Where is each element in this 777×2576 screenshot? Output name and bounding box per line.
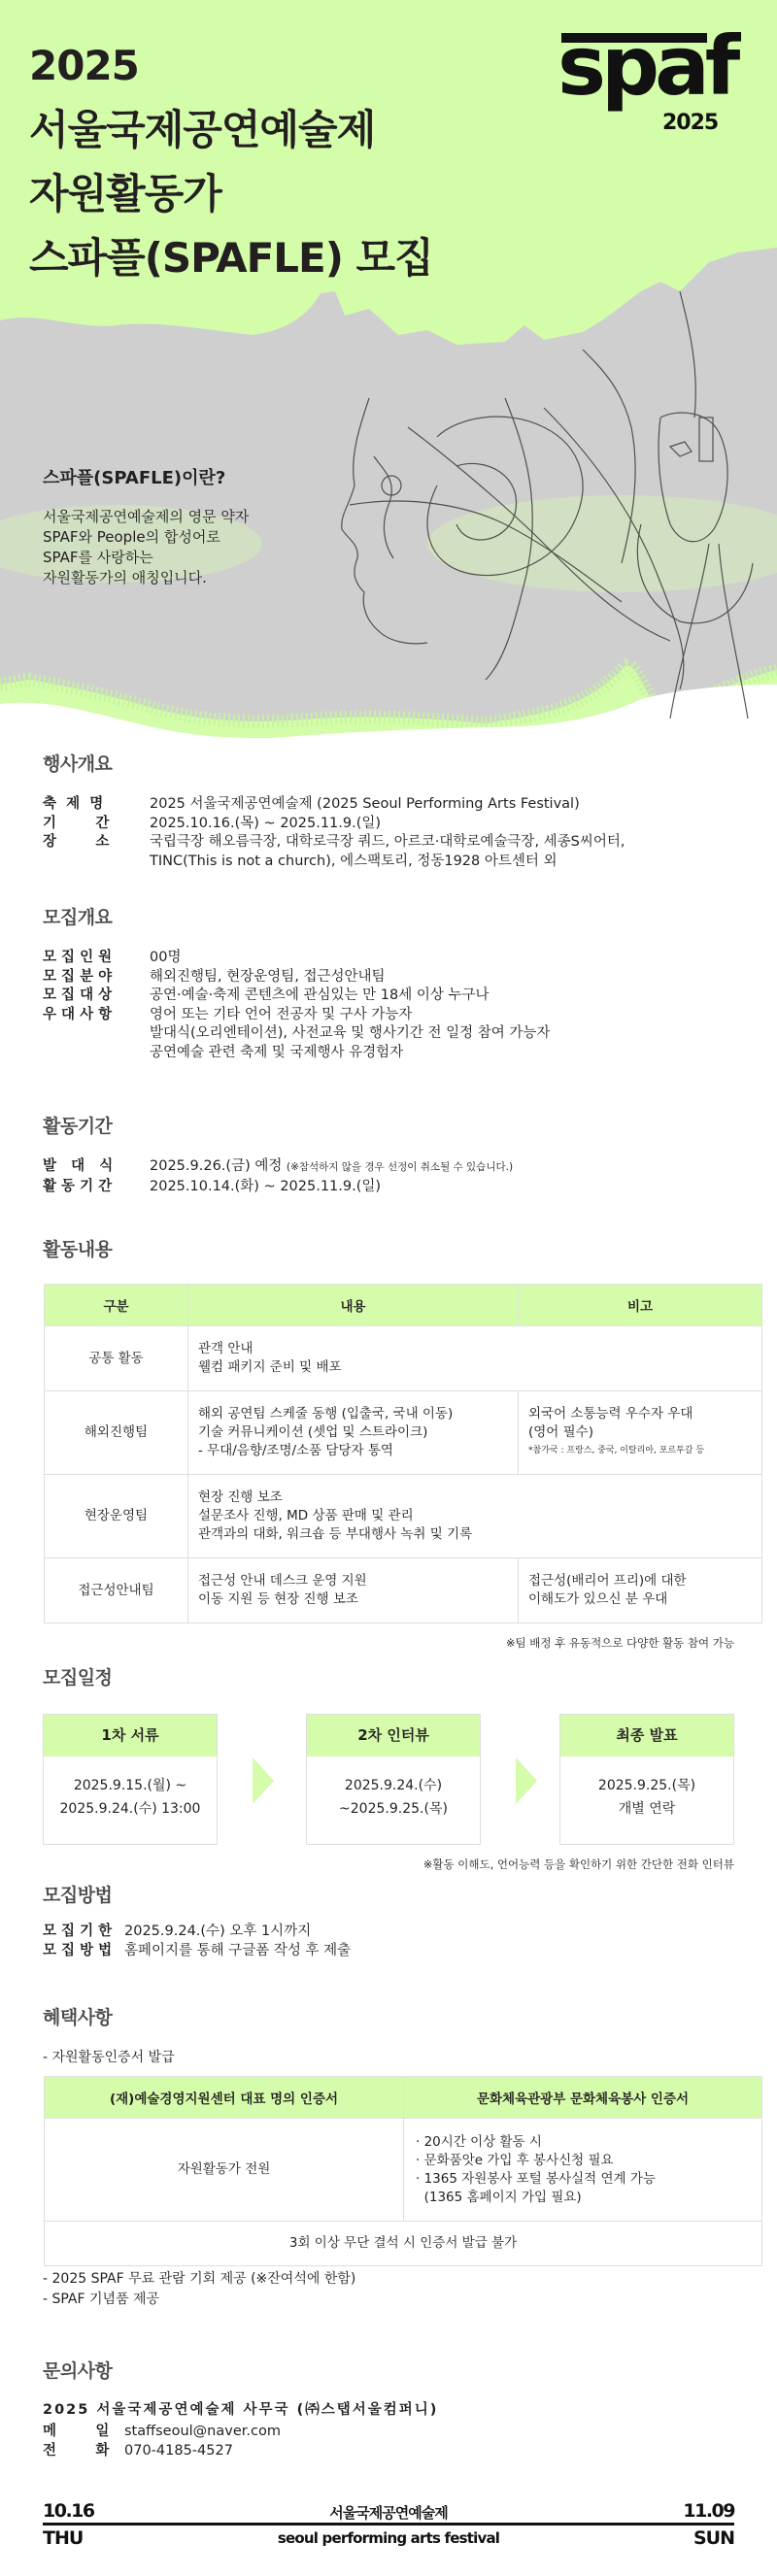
step-interview xyxy=(306,1714,481,1845)
kv-row xyxy=(43,1942,351,1961)
kv-label: 축 제 명 xyxy=(43,796,104,812)
step-title: 2차 인터뷰 xyxy=(307,1715,480,1756)
orientation-date: 2025.9.26.(금) 예정 xyxy=(150,1158,283,1174)
activity-footnote: ※팀 배정 후 유동적으로 다양한 활동 참여 가능 xyxy=(505,1636,734,1650)
kv-label: 모 집 인 원 xyxy=(43,950,113,965)
step-line: 2025.9.25.(목) xyxy=(597,1778,696,1793)
remark-line: 접근성(배리어 프리)에 대한 xyxy=(528,1573,687,1589)
kv-label xyxy=(43,1044,150,1063)
cert-label: - 자원활동인증서 발급 xyxy=(43,2050,175,2065)
header-remark: 비고 xyxy=(519,1285,762,1326)
phone-link[interactable]: 070-4185-4527 xyxy=(124,2442,233,2459)
step-line: 개별 연락 xyxy=(618,1801,676,1817)
kv-row xyxy=(43,987,550,1006)
row-category: 현장운영팀 xyxy=(45,1475,188,1558)
kv-label xyxy=(43,853,150,872)
about-spafle xyxy=(43,464,249,588)
section-title: 행사개요 xyxy=(43,753,113,775)
row-category: 공통 활동 xyxy=(45,1326,188,1391)
kv-label: 모 집 대 상 xyxy=(43,987,113,1003)
section-title: 모집일정 xyxy=(43,1667,113,1689)
schedule-footnote: ※활동 이해도, 언어능력 등을 확인하기 위한 간단한 전화 인터뷰 xyxy=(422,1857,734,1871)
kv-label: 모 집 분 야 xyxy=(43,968,113,985)
kv-label: 메 일 xyxy=(43,2424,110,2439)
about-body xyxy=(43,507,249,588)
table-row xyxy=(45,2222,762,2266)
benefit-extras xyxy=(43,2269,355,2310)
step-title: 최종 발표 xyxy=(560,1715,733,1756)
about-line: 서울국제공연예술제의 영문 약자 xyxy=(43,508,250,525)
activity-content-section xyxy=(43,1235,112,1261)
step-body xyxy=(307,1756,480,1821)
kv-value: 국립극장 해오름극장, 대학로극장 쿼드, 아르코·대학로예술극장, 세종S씨어터, xyxy=(150,834,625,850)
row-content xyxy=(188,1391,519,1475)
benefit-item: - SPAF 기념품 제공 xyxy=(43,2292,160,2307)
footer-name-ko: 서울국제공연예술제 xyxy=(329,2504,448,2522)
kv-value: 영어 또는 기타 언어 전공자 및 구사 가능자 xyxy=(150,1006,413,1022)
kv-label: 전 화 xyxy=(43,2442,110,2459)
header-content: 내용 xyxy=(188,1285,519,1326)
contact-section xyxy=(43,2357,438,2460)
content-line: 현장 진행 보조 xyxy=(198,1489,283,1505)
kv-value: 2025.10.14.(화) ~ 2025.11.9.(일) xyxy=(150,1178,382,1194)
step-line: 2025.9.24.(수) xyxy=(344,1778,443,1793)
remark-line: 이해도가 있으신 분 우대 xyxy=(528,1591,668,1607)
schedule-section xyxy=(43,1663,112,1689)
cert-condition: · 1365 자원봉사 포털 봉사실적 연계 가능 xyxy=(416,2170,656,2187)
row-remark xyxy=(519,1558,762,1623)
footer-name-en: seoul performing arts festival xyxy=(277,2529,500,2547)
benefit-item: - 2025 SPAF 무료 관람 기회 제공 (※잔여석에 한함) xyxy=(43,2271,356,2287)
kv-row xyxy=(43,1923,351,1942)
event-overview-section xyxy=(43,750,625,871)
kv-label: 장 소 xyxy=(43,834,110,850)
kv-label: 모 집 방 법 xyxy=(43,1942,113,1958)
kv-value: TINC(This is not a church), 에스팩토리, 정동1928 아트센터 외 xyxy=(150,853,557,869)
section-title: 모집개요 xyxy=(43,907,113,928)
kv-value: 2025.10.16.(목) ~ 2025.11.9.(일) xyxy=(150,815,382,831)
footer-end-day: SUN xyxy=(693,2527,734,2549)
step-final-announcement xyxy=(559,1714,734,1845)
table-header-row xyxy=(45,1285,762,1326)
kv-value: 해외진행팀, 현장운영팀, 접근성안내팀 xyxy=(150,968,386,985)
step-title: 1차 서류 xyxy=(44,1715,217,1756)
title-line-volunteer: 자원활동가 xyxy=(29,170,221,217)
kv-value: 공연·예술·축제 콘텐츠에 관심있는 만 18세 이상 누구나 xyxy=(150,987,490,1003)
hero-banner xyxy=(0,0,777,738)
cert-restriction: 3회 이상 무단 결석 시 인증서 발급 불가 xyxy=(45,2222,762,2266)
agency-cert-cell: 자원활동가 전원 xyxy=(45,2119,404,2222)
activity-table xyxy=(44,1284,762,1623)
kv-row xyxy=(43,1157,513,1178)
about-line: 자원활동가의 애칭입니다. xyxy=(43,569,207,586)
content-line: 웰컴 패키지 준비 및 배포 xyxy=(198,1359,342,1375)
logo-wordmark: spaf xyxy=(557,18,736,114)
section-title: 활동기간 xyxy=(43,1116,113,1137)
footer-start-day: THU xyxy=(43,2527,84,2549)
row-content xyxy=(188,1475,762,1558)
contact-org: 2025 서울국제공연예술제 사무국 (㈜스탭서울컴퍼니) xyxy=(43,2402,439,2418)
table-row xyxy=(45,1475,762,1558)
section-title: 혜택사항 xyxy=(43,2007,113,2028)
kv-value: 홈페이지를 통해 구글폼 작성 후 제출 xyxy=(124,1942,352,1958)
logo-year: 2025 xyxy=(662,111,719,135)
kv-row xyxy=(43,968,550,987)
kv-row xyxy=(43,1006,550,1025)
cert-condition: · 문화품앗e 가입 후 봉사신청 필요 xyxy=(416,2152,614,2168)
kv-row xyxy=(43,853,625,872)
kv-row xyxy=(43,795,625,815)
table-row xyxy=(45,1391,762,1475)
content-line: - 무대/음향/조명/소품 담당자 통역 xyxy=(198,1443,393,1458)
header-agency-cert: (재)예술경영지원센터 대표 명의 인증서 xyxy=(45,2077,404,2119)
title-line-festival: 서울국제공연예술제 xyxy=(29,106,376,153)
step-document-review xyxy=(43,1714,218,1845)
kv-row xyxy=(43,1044,550,1063)
about-line: SPAF를 사랑하는 xyxy=(43,549,153,566)
spaf-logo xyxy=(557,18,746,140)
footer-banner xyxy=(43,2500,734,2557)
section-title: 모집방법 xyxy=(43,1885,113,1906)
about-title: 스파플(SPAFLE)이란? xyxy=(43,468,226,488)
table-row xyxy=(45,1558,762,1623)
row-remark xyxy=(519,1391,762,1475)
kv-row xyxy=(43,2423,438,2442)
table-row xyxy=(45,2119,762,2222)
row-category: 해외진행팀 xyxy=(45,1391,188,1475)
participating-countries-note: *참가국 : 프랑스, 중국, 이탈리아, 포르투갈 등 xyxy=(528,1446,705,1455)
method-section xyxy=(43,1881,351,1960)
kv-row xyxy=(43,949,550,968)
content-line: 관객과의 대화, 워크숍 등 부대행사 녹취 및 기록 xyxy=(198,1526,473,1542)
title-line-recruit: 스파플(SPAFLE) 모집 xyxy=(29,234,433,282)
kv-row xyxy=(43,1024,550,1044)
content-line: 관객 안내 xyxy=(198,1341,253,1356)
kv-label xyxy=(43,1024,150,1044)
schedule-steps xyxy=(43,1714,734,1845)
row-category: 접근성안내팀 xyxy=(45,1558,188,1623)
kv-row xyxy=(43,815,625,834)
step-line: ~2025.9.25.(목) xyxy=(339,1801,448,1817)
footer-start-date: 10.16 xyxy=(43,2500,94,2522)
kv-value: 2025 서울국제공연예술제 (2025 Seoul Performing Arts Festival) xyxy=(150,796,580,812)
footer-end-date: 11.09 xyxy=(683,2500,734,2522)
kv-value: 공연예술 관련 축제 및 국제행사 유경험자 xyxy=(150,1044,404,1060)
section-title: 문의사항 xyxy=(43,2360,113,2382)
kv-value: 00명 xyxy=(150,950,182,965)
content-line: 접근성 안내 데스크 운영 지원 xyxy=(198,1573,367,1589)
section-title: 활동내용 xyxy=(43,1239,113,1260)
step-body xyxy=(44,1756,217,1821)
ministry-cert-cell xyxy=(404,2119,762,2222)
header-category: 구분 xyxy=(45,1285,188,1326)
title-line-year: 2025 xyxy=(29,42,139,89)
remark-line: 외국어 소통능력 우수자 우대 xyxy=(528,1406,693,1422)
arrow-right-icon xyxy=(253,1757,274,1804)
header-ministry-cert: 문화체육관광부 문화체육봉사 인증서 xyxy=(404,2077,762,2119)
orientation-note: (※참석하지 않을 경우 선정이 취소될 수 있습니다.) xyxy=(286,1161,514,1173)
activity-period-section xyxy=(43,1112,513,1196)
table-header-row xyxy=(45,2077,762,2119)
page-title xyxy=(29,34,433,290)
row-content xyxy=(188,1326,762,1391)
kv-label: 모 집 기 한 xyxy=(43,1924,113,1939)
kv-label: 발 대 식 xyxy=(43,1158,114,1174)
kv-value: 2025.9.24.(수) 오후 1시까지 xyxy=(124,1924,312,1939)
remark-line: (영어 필수) xyxy=(528,1424,593,1440)
content-line: 설문조사 진행, MD 상품 판매 및 관리 xyxy=(198,1508,414,1523)
table-row xyxy=(45,1326,762,1391)
arrow-right-icon xyxy=(516,1757,537,1804)
kv-label: 기 간 xyxy=(43,815,110,831)
step-line: 2025.9.24.(수) 13:00 xyxy=(59,1801,201,1817)
step-body xyxy=(560,1756,733,1821)
about-line: SPAF와 People의 합성어로 xyxy=(43,528,220,546)
kv-label: 우 대 사 항 xyxy=(43,1006,113,1022)
certificate-table xyxy=(44,2076,762,2266)
recruit-overview-section xyxy=(43,903,550,1062)
kv-row xyxy=(43,833,625,853)
kv-row xyxy=(43,2442,438,2461)
kv-value xyxy=(150,1157,513,1178)
content-line: 해외 공연팀 스케줄 동행 (입출국, 국내 이동) xyxy=(198,1406,454,1422)
content-line: 이동 지원 등 현장 진행 보조 xyxy=(198,1591,358,1607)
footer-divider xyxy=(43,2523,734,2526)
row-content xyxy=(188,1558,519,1623)
cert-condition: (1365 홈페이지 가입 필요) xyxy=(416,2189,582,2205)
step-line: 2025.9.15.(월) ~ xyxy=(73,1778,187,1793)
kv-label: 활 동 기 간 xyxy=(43,1178,113,1194)
content-line: 기술 커뮤니케이션 (셋업 및 스트라이크) xyxy=(198,1424,428,1440)
kv-value: 발대식(오리엔테이션), 사전교육 및 행사기간 전 일정 참여 가능자 xyxy=(150,1025,551,1041)
kv-row xyxy=(43,1178,513,1197)
email-link[interactable]: staffseoul@naver.com xyxy=(124,2424,281,2439)
cert-condition: · 20시간 이상 활동 시 xyxy=(416,2133,542,2150)
benefits-section xyxy=(43,2003,175,2066)
